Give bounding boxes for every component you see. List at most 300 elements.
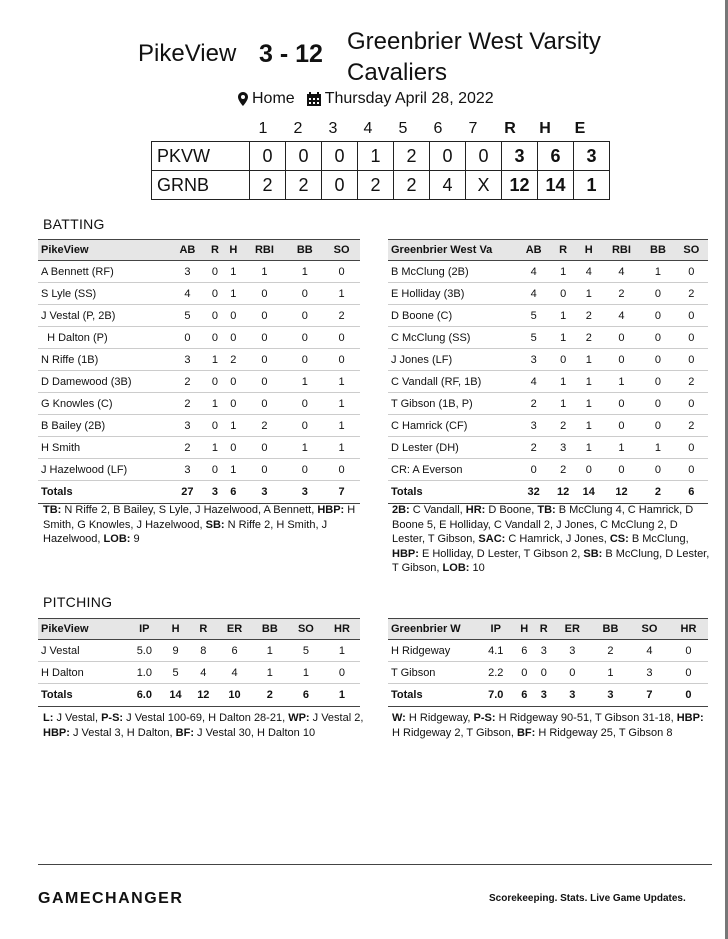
linescore-row [152, 142, 610, 171]
column-header: H [162, 619, 190, 640]
stat-cell: 0 [243, 437, 287, 459]
table-row [388, 662, 708, 684]
player-name: H Ridgeway [388, 640, 477, 662]
table-row [38, 305, 360, 327]
location-pin-icon [238, 92, 248, 106]
pitching-label: PITCHING [43, 594, 113, 610]
player-name: D Boone (C) [388, 305, 517, 327]
note-value: H Ridgeway 90-51, T Gibson 31-18, [495, 712, 677, 724]
stat-cell: 0 [286, 349, 323, 371]
totals-cell: 3 [286, 481, 323, 504]
stat-cell: 0 [243, 349, 287, 371]
totals-cell: 12 [602, 481, 642, 504]
totals-cell: 12 [189, 684, 217, 707]
stat-cell: 2.2 [477, 662, 515, 684]
stat-cell: 4 [517, 283, 550, 305]
linescore-total-cell: 6 [538, 142, 574, 171]
linescore-row [152, 171, 610, 200]
stat-cell: 1 [288, 662, 324, 684]
home-team-name: PikeView [138, 40, 237, 67]
stat-cell: 1 [576, 437, 602, 459]
linescore-team: GRNB [152, 171, 250, 200]
table-row [38, 415, 360, 437]
totals-cell: 14 [162, 684, 190, 707]
stat-cell: 1 [550, 261, 576, 283]
stat-cell: 0 [641, 283, 674, 305]
stat-cell: 1 [641, 261, 674, 283]
totals-cell: 3 [591, 684, 630, 707]
stat-cell: 0 [641, 327, 674, 349]
stat-cell: 9 [162, 640, 190, 662]
table-row [388, 371, 708, 393]
note-value: 10 [469, 562, 485, 574]
note-value: C Hamrick, J Jones, [505, 533, 610, 545]
player-name: C Vandall (RF, 1B) [388, 371, 517, 393]
note-key: 2B: [392, 504, 410, 516]
linescore-total-cell: 1 [574, 171, 610, 200]
stat-cell: 4 [189, 662, 217, 684]
player-name: T Gibson (1B, P) [388, 393, 517, 415]
stat-cell: 2 [517, 393, 550, 415]
pitching-notes-home [43, 711, 369, 740]
player-name: C McClung (SS) [388, 327, 517, 349]
stat-cell: 2 [169, 393, 206, 415]
stat-cell: 5 [169, 305, 206, 327]
stat-cell: 0 [550, 283, 576, 305]
totals-cell: 7.0 [477, 684, 515, 707]
stat-cell: 0 [224, 371, 242, 393]
stat-cell: 6 [217, 640, 252, 662]
player-name: H Dalton (P) [38, 327, 169, 349]
batting-table-away [388, 239, 708, 504]
stat-cell: 0 [243, 393, 287, 415]
stat-cell: 0 [602, 459, 642, 481]
table-header-row [388, 240, 708, 261]
stat-cell: 2 [169, 437, 206, 459]
stat-cell: 0 [554, 662, 591, 684]
linescore-total-cell: 3 [574, 142, 610, 171]
column-header: BB [252, 619, 288, 640]
stat-cell: 0 [243, 459, 287, 481]
note-key: TB: [43, 504, 62, 516]
totals-cell: 32 [517, 481, 550, 504]
note-value: N Riffe 2, B Bailey, S Lyle, J Hazelwood, A Bennett, [61, 504, 318, 516]
column-header: SO [323, 240, 360, 261]
player-name: B Bailey (2B) [38, 415, 169, 437]
totals-cell: 27 [169, 481, 206, 504]
totals-cell: 3 [243, 481, 287, 504]
linescore-inning-cell: 2 [286, 171, 322, 200]
away-team-name [347, 26, 647, 88]
stat-cell: 0 [641, 415, 674, 437]
linescore-inning-cell: 1 [358, 142, 394, 171]
stat-cell: 0 [206, 261, 224, 283]
table-header-row [388, 619, 708, 640]
stat-cell: 1 [243, 261, 287, 283]
batting-notes-home [43, 503, 361, 547]
stat-cell: 1 [224, 283, 242, 305]
note-key: WP: [288, 712, 310, 724]
stat-cell: 0 [243, 327, 287, 349]
stat-cell: 0 [224, 437, 242, 459]
column-header: SO [675, 240, 708, 261]
final-score: 3 - 12 [259, 40, 323, 68]
table-row [38, 437, 360, 459]
stat-cell: 0 [641, 459, 674, 481]
stat-cell: 0 [675, 393, 708, 415]
table-row [38, 393, 360, 415]
totals-label: Totals [38, 481, 169, 504]
stat-cell: 3 [630, 662, 669, 684]
stat-cell: 1 [323, 415, 360, 437]
linescore-header-cell: 2 [293, 120, 303, 137]
player-name: G Knowles (C) [38, 393, 169, 415]
note-value: H Ridgeway 25, T Gibson 8 [535, 726, 673, 739]
stat-cell: 3 [517, 349, 550, 371]
away-team-name-line2: Cavaliers [347, 59, 448, 86]
column-header: IP [477, 619, 515, 640]
column-header: R [189, 619, 217, 640]
stat-cell: 4 [517, 261, 550, 283]
pitching-notes-away [392, 711, 710, 740]
stat-cell: 2 [550, 459, 576, 481]
column-header: H [224, 240, 242, 261]
stat-cell: 3 [169, 349, 206, 371]
table-row [38, 261, 360, 283]
totals-cell: 12 [550, 481, 576, 504]
stat-cell: 5 [517, 305, 550, 327]
stat-cell: 3 [169, 261, 206, 283]
stat-cell: 0 [602, 393, 642, 415]
note-key: LOB: [442, 562, 470, 574]
linescore-header-cell: 1 [258, 120, 268, 137]
stat-cell: 0 [286, 327, 323, 349]
totals-label: Totals [388, 481, 517, 504]
linescore-inning-cell: 4 [430, 171, 466, 200]
team-header: PikeView [38, 619, 127, 640]
player-name: C Hamrick (CF) [388, 415, 517, 437]
stat-cell: 4 [169, 283, 206, 305]
table-row [388, 305, 708, 327]
stat-cell: 0 [641, 393, 674, 415]
stat-cell: 2 [602, 283, 642, 305]
column-header: RBI [602, 240, 642, 261]
stat-cell: 0 [675, 305, 708, 327]
note-key: HBP: [43, 726, 70, 739]
note-value: H Ridgeway 2, T Gibson, [392, 726, 517, 739]
player-name: A Bennett (RF) [38, 261, 169, 283]
column-header: SO [288, 619, 324, 640]
table-row [388, 349, 708, 371]
player-name: J Hazelwood (LF) [38, 459, 169, 481]
stat-cell: 0 [602, 415, 642, 437]
stat-cell: 0 [669, 662, 708, 684]
stat-cell: 0 [669, 640, 708, 662]
stat-cell: 2 [169, 371, 206, 393]
linescore-team: PKVW [152, 142, 250, 171]
table-row [38, 662, 360, 684]
stat-cell: 0 [206, 283, 224, 305]
stat-cell: 1 [576, 393, 602, 415]
batting-table-home [38, 239, 360, 504]
table-row [38, 327, 360, 349]
stat-cell: 2 [675, 283, 708, 305]
note-key: L: [43, 712, 54, 724]
stat-cell: 1 [324, 640, 360, 662]
stat-cell: 0 [602, 327, 642, 349]
note-key: BF: [516, 726, 536, 739]
note-key: LOB: [103, 533, 131, 545]
stat-cell: 0 [515, 662, 535, 684]
player-name: D Damewood (3B) [38, 371, 169, 393]
stat-cell: 0 [286, 415, 323, 437]
stat-cell: 3 [554, 640, 591, 662]
stat-cell: 0 [206, 371, 224, 393]
linescore-inning-cell: 0 [322, 171, 358, 200]
totals-label: Totals [38, 684, 127, 707]
stat-cell: 0 [641, 371, 674, 393]
table-row [388, 393, 708, 415]
away-team-name-line1: Greenbrier West Varsity [347, 28, 601, 55]
linescore-header-cell: E [574, 120, 586, 137]
stat-cell: 3 [517, 415, 550, 437]
column-header: BB [286, 240, 323, 261]
note-key: BF: [175, 726, 194, 739]
stat-cell: 6 [515, 640, 535, 662]
stat-cell: 0 [286, 283, 323, 305]
team-header: Greenbrier West Va [388, 240, 517, 261]
stat-cell: 4 [630, 640, 669, 662]
player-name: H Smith [38, 437, 169, 459]
stat-cell: 0 [243, 283, 287, 305]
stat-cell: 1 [602, 371, 642, 393]
stat-cell: 3 [534, 640, 554, 662]
totals-cell: 6.0 [127, 684, 162, 707]
totals-cell: 10 [217, 684, 252, 707]
stat-cell: 1 [323, 371, 360, 393]
column-header: ER [217, 619, 252, 640]
stat-cell: 0 [286, 393, 323, 415]
totals-cell: 14 [576, 481, 602, 504]
stat-cell: 2 [576, 305, 602, 327]
stat-cell: 5 [517, 327, 550, 349]
stat-cell: 2 [550, 415, 576, 437]
note-key: HBP: [676, 712, 704, 724]
linescore-header-cell: 5 [398, 120, 408, 137]
stat-cell: 4.1 [477, 640, 515, 662]
note-key: TB: [537, 504, 556, 516]
stat-cell: 2 [591, 640, 630, 662]
stat-cell: 0 [576, 459, 602, 481]
column-header: HR [324, 619, 360, 640]
stat-cell: 0 [206, 327, 224, 349]
stat-cell: 1 [224, 415, 242, 437]
stat-cell: 0 [602, 349, 642, 371]
stat-cell: 1 [550, 393, 576, 415]
stat-cell: 0 [206, 415, 224, 437]
table-row [388, 283, 708, 305]
table-header-row [38, 240, 360, 261]
totals-cell: 3 [554, 684, 591, 707]
note-value: B McClung, [628, 533, 689, 545]
note-key: CS: [609, 533, 629, 545]
stat-cell: 0 [517, 459, 550, 481]
stat-cell: 4 [602, 305, 642, 327]
linescore-inning-cell: X [466, 171, 502, 200]
column-header: AB [517, 240, 550, 261]
player-name: J Vestal (P, 2B) [38, 305, 169, 327]
totals-cell: 2 [641, 481, 674, 504]
totals-cell: 6 [515, 684, 535, 707]
column-header: R [534, 619, 554, 640]
gamechanger-logo: GAMECHANGER [38, 890, 184, 907]
game-date: Thursday April 28, 2022 [324, 90, 494, 107]
stat-cell: 2 [517, 437, 550, 459]
stat-cell: 1 [576, 415, 602, 437]
stat-cell: 2 [675, 415, 708, 437]
stat-cell: 0 [286, 305, 323, 327]
column-header: RBI [243, 240, 287, 261]
note-value: J Vestal, [53, 712, 102, 724]
team-header: Greenbrier W [388, 619, 477, 640]
totals-cell: 6 [675, 481, 708, 504]
note-key: SB: [583, 547, 603, 560]
stat-cell: 0 [323, 261, 360, 283]
linescore-total-cell: 3 [502, 142, 538, 171]
column-header: H [576, 240, 602, 261]
stat-cell: 1 [286, 261, 323, 283]
note-value: J Vestal 2, [309, 712, 364, 724]
totals-cell: 2 [252, 684, 288, 707]
note-value: E Holliday, D Lester, T Gibson 2, [418, 547, 584, 560]
stat-cell: 0 [243, 371, 287, 393]
player-name: E Holliday (3B) [388, 283, 517, 305]
totals-cell: 3 [206, 481, 224, 504]
stat-cell: 1 [252, 662, 288, 684]
stat-cell: 2 [675, 371, 708, 393]
note-key: P-S: [473, 712, 496, 724]
player-name: CR: A Everson [388, 459, 517, 481]
stat-cell: 5.0 [127, 640, 162, 662]
linescore-total-cell: 14 [538, 171, 574, 200]
stat-cell: 0 [675, 459, 708, 481]
linescore-inning-cell: 2 [250, 171, 286, 200]
stat-cell: 4 [517, 371, 550, 393]
table-header-row [38, 619, 360, 640]
stat-cell: 4 [576, 261, 602, 283]
stat-cell: 0 [323, 327, 360, 349]
column-header: BB [591, 619, 630, 640]
note-key: SAC: [478, 533, 506, 545]
stat-cell: 0 [243, 305, 287, 327]
stat-cell: 0 [550, 349, 576, 371]
player-name: J Jones (LF) [388, 349, 517, 371]
batting-notes-away [392, 503, 710, 576]
player-name: H Dalton [38, 662, 127, 684]
stat-cell: 2 [576, 327, 602, 349]
player-name: B McClung (2B) [388, 261, 517, 283]
table-row [388, 327, 708, 349]
stat-cell: 0 [206, 305, 224, 327]
totals-label: Totals [388, 684, 477, 707]
table-row [38, 371, 360, 393]
column-header: BB [641, 240, 674, 261]
totals-row [38, 481, 360, 504]
stat-cell: 1 [323, 283, 360, 305]
table-row [38, 283, 360, 305]
column-header: R [550, 240, 576, 261]
stat-cell: 3 [550, 437, 576, 459]
linescore-header-cell: R [504, 120, 516, 137]
stat-cell: 0 [641, 349, 674, 371]
stat-cell: 1.0 [127, 662, 162, 684]
linescore-inning-cell: 0 [430, 142, 466, 171]
table-row [38, 640, 360, 662]
note-key: HBP: [317, 504, 345, 516]
team-header: PikeView [38, 240, 169, 261]
column-header: ER [554, 619, 591, 640]
note-key: SB: [205, 518, 225, 531]
stat-cell: 0 [675, 349, 708, 371]
stat-cell: 1 [323, 393, 360, 415]
player-name: J Vestal [38, 640, 127, 662]
stat-cell: 1 [224, 459, 242, 481]
stat-cell: 1 [224, 261, 242, 283]
stat-cell: 0 [224, 327, 242, 349]
stat-cell: 1 [591, 662, 630, 684]
note-value: B McClung, D Lester, T Gibson, [392, 547, 710, 574]
stat-cell: 0 [675, 261, 708, 283]
stat-cell: 1 [252, 640, 288, 662]
stat-cell: 1 [576, 371, 602, 393]
stat-cell: 2 [323, 305, 360, 327]
totals-cell: 1 [324, 684, 360, 707]
totals-cell: 7 [323, 481, 360, 504]
stat-cell: 0 [324, 662, 360, 684]
footer-divider [38, 864, 712, 865]
linescore-table [151, 141, 610, 200]
linescore-inning-cell: 0 [466, 142, 502, 171]
stat-cell: 2 [224, 349, 242, 371]
player-name: T Gibson [388, 662, 477, 684]
table-row [388, 261, 708, 283]
stat-cell: 1 [641, 437, 674, 459]
note-value: J Vestal 3, H Dalton, [69, 726, 176, 739]
stat-cell: 1 [550, 305, 576, 327]
linescore-header-cell: 7 [468, 120, 478, 137]
column-header: IP [127, 619, 162, 640]
note-value: J Vestal 30, H Dalton 10 [194, 726, 316, 739]
linescore-inning-cell: 2 [394, 171, 430, 200]
totals-cell: 6 [288, 684, 324, 707]
totals-cell: 6 [224, 481, 242, 504]
totals-row [38, 684, 360, 707]
pitching-table-home [38, 618, 360, 707]
note-value: 9 [130, 533, 140, 545]
table-row [388, 459, 708, 481]
table-row [38, 349, 360, 371]
stat-cell: 0 [224, 393, 242, 415]
stat-cell: 2 [243, 415, 287, 437]
table-row [38, 459, 360, 481]
linescore-inning-cell: 0 [286, 142, 322, 171]
stat-cell: 1 [602, 437, 642, 459]
totals-row [388, 481, 708, 504]
stat-cell: 0 [206, 459, 224, 481]
stat-cell: 0 [323, 349, 360, 371]
note-key: P-S: [101, 712, 124, 724]
table-row [388, 640, 708, 662]
